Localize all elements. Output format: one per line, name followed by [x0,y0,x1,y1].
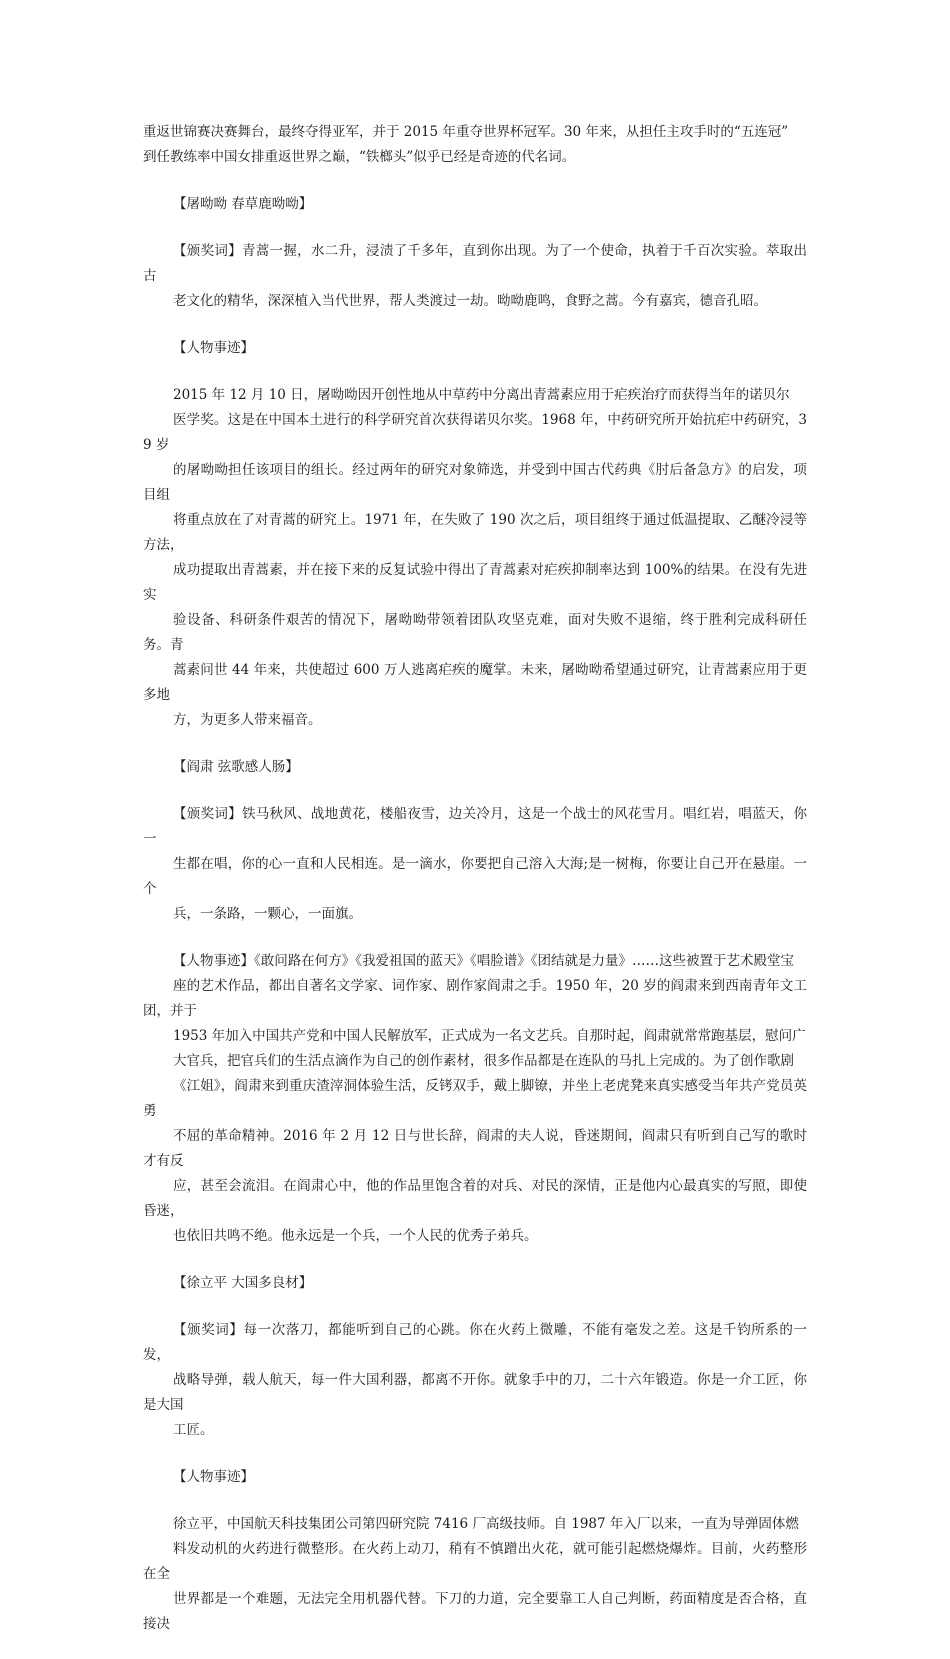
text-line: 2015 年 12 月 10 日，屠呦呦因开创性地从中草药中分离出青蒿素应用于疟疾治疗而获得当年的诺贝尔 [173,387,790,403]
text-line: 医学奖。这是在中国本土进行的科学研究首次获得诺贝尔奖。1968 年，中药研究所开始抗疟中药研究，39 岁 [143,412,807,453]
section-heading: 【人物事迹】 [173,1469,254,1485]
text-line: 【人物事迹】《敢问路在何方》《我爱祖国的蓝天》《唱脸谱》《团结就是力量》……这些被置于艺术殿堂宝 [173,953,794,969]
paragraph [143,239,807,314]
text-line: 不屈的革命精神。2016 年 2 月 12 日与世长辞，阎肃的夫人说，昏迷期间，阎肃只有听到自己写的歌时才有反 [143,1128,807,1169]
text-line: 工匠。 [173,1422,214,1438]
text-line: 将重点放在了对青蒿的研究上。1971 年，在失败了 190 次之后，项目组终于通过低温提取、乙醚冷浸等方法， [143,512,807,553]
text-line: 《江姐》，阎肃来到重庆渣滓洞体验生活，反铐双手，戴上脚镣，并坐上老虎凳来真实感受当年共产党员英勇 [143,1078,807,1119]
text-line: 验设备、科研条件艰苦的情况下，屠呦呦带领着团队攻坚克难，面对失败不退缩，终于胜利完成科研任务。青 [143,612,807,653]
text-line: 徐立平，中国航天科技集团公司第四研究院 7416 厂高级技师。自 1987 年入厂以来，一直为导弹固体燃 [173,1516,799,1532]
text-line: 应，甚至会流泪。在阎肃心中，他的作品里饱含着的对兵、对民的深情，正是他内心最真实的写照，即使昏迷， [143,1178,807,1219]
text-line: 战略导弹，载人航天，每一件大国利器，都离不开你。就象手中的刀，二十六年锻造。你是一介工匠，你是大国 [143,1372,807,1413]
section-heading: 【屠呦呦 春草鹿呦呦】 [173,196,313,212]
section-heading: 【人物事迹】 [173,340,254,356]
paragraph [143,1318,807,1443]
text-line: 【颁奖词】每一次落刀，都能听到自己的心跳。你在火药上微雕，不能有毫发之差。这是千钧所系的一发， [143,1322,807,1363]
text-line: 蒿素问世 44 年来，共使超过 600 万人逃离疟疾的魔掌。未来，屠呦呦希望通过研究，让青蒿素应用于更多地 [143,662,807,703]
text-line: 老文化的精华，深深植入当代世界，帮人类渡过一劫。呦呦鹿鸣，食野之蒿。今有嘉宾，德音孔昭。 [173,293,767,309]
section-heading: 【徐立平 大国多良材】 [173,1275,313,1291]
text-line: 兵，一条路，一颗心，一面旗。 [173,906,362,922]
text-line: 【颁奖词】青蒿一握，水二升，浸渍了千多年，直到你出现。为了一个使命，执着于千百次实验。萃取出古 [143,243,807,284]
section-heading: 【阎肃 弦歌感人肠】 [173,759,299,775]
paragraph [143,949,807,1249]
text-line: 到任教练率中国女排重返世界之巅，“铁榔头”似乎已经是奇迹的代名词。 [143,149,576,165]
paragraph [143,383,807,733]
text-line: 也依旧共鸣不绝。他永远是一个兵，一个人民的优秀子弟兵。 [173,1228,538,1244]
text-line: 成功提取出青蒿素，并在接下来的反复试验中得出了青蒿素对疟疾抑制率达到 100%的结果。在没有先进实 [143,562,807,603]
paragraph [143,1512,807,1637]
text-line: 【颁奖词】铁马秋风、战地黄花，楼船夜雪，边关冷月，这是一个战士的风花雪月。唱红岩，唱蓝天，你一 [143,806,807,847]
text-line: 座的艺术作品，都出自著名文学家、词作家、剧作家阎肃之手。1950 年，20 岁的阎肃来到西南青年文工团，并于 [143,978,807,1019]
text-line: 世界都是一个难题，无法完全用机器代替。下刀的力道，完全要靠工人自己判断，药面精度是否合格，直接决 [143,1591,807,1632]
text-line: 料发动机的火药进行微整形。在火药上动刀，稍有不慎蹭出火花，就可能引起燃烧爆炸。目前，火药整形在全 [143,1541,807,1582]
paragraph [143,120,807,170]
text-line: 方，为更多人带来福音。 [173,712,322,728]
text-line: 重返世锦赛决赛舞台，最终夺得亚军，并于 2015 年重夺世界杯冠军。30 年来，从担任主攻手时的“五连冠” [143,124,789,140]
text-line: 生都在唱，你的心一直和人民相连。是一滴水，你要把自己溶入大海;是一树梅，你要让自己开在悬崖。一个 [143,856,807,897]
text-line: 1953 年加入中国共产党和中国人民解放军，正式成为一名文艺兵。自那时起，阎肃就常常跑基层，慰问广 [173,1028,806,1044]
text-line: 大官兵，把官兵们的生活点滴作为自己的创作素材，很多作品都是在连队的马扎上完成的。为了创作歌剧 [173,1053,794,1069]
document-body [143,120,807,1659]
paragraph [143,802,807,927]
text-line: 的屠呦呦担任该项目的组长。经过两年的研究对象筛选，并受到中国古代药典《肘后备急方》的启发，项目组 [143,462,807,503]
